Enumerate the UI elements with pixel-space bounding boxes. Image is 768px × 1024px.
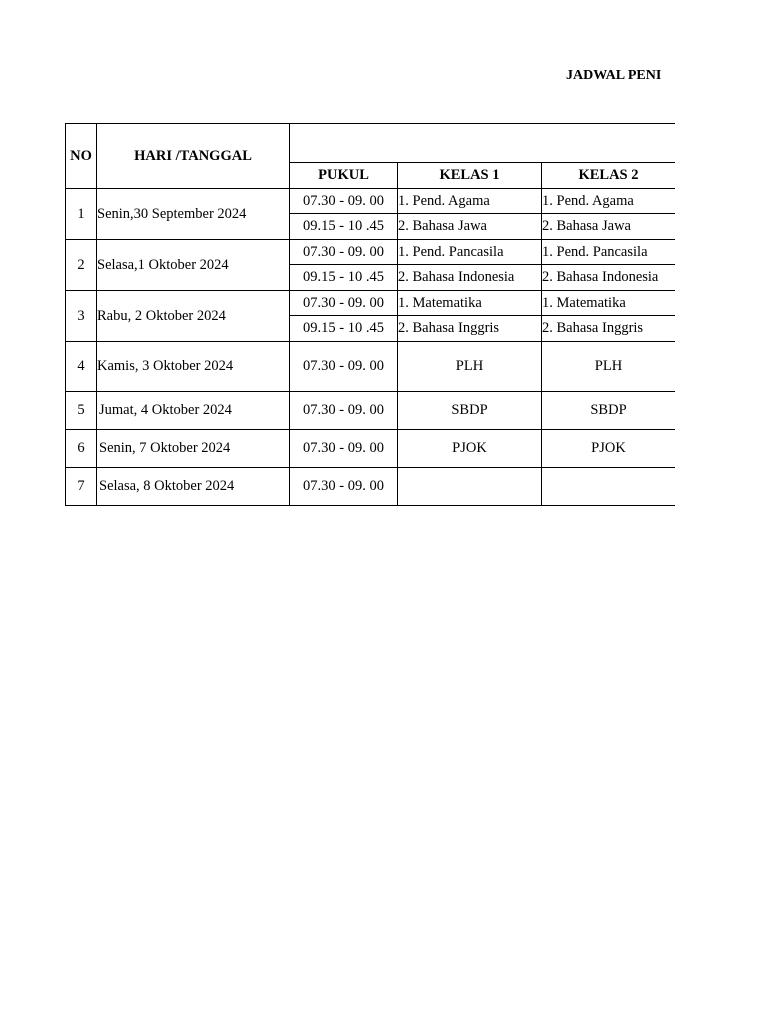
- row-class-1-subject: 1. Pend. Pancasila: [398, 240, 542, 265]
- schedule-table-viewport: [65, 123, 675, 523]
- row-time: 07.30 - 09. 00: [290, 392, 398, 430]
- page-title: JADWAL PENI: [566, 68, 662, 83]
- row-class-2-subject: 1. Pend. Pancasila: [542, 240, 676, 265]
- header-class-1: KELAS 1: [398, 163, 542, 189]
- row-class-1-subject: 2. Bahasa Inggris: [398, 316, 542, 342]
- row-number: 7: [66, 468, 97, 506]
- row-time: 07.30 - 09. 00: [290, 189, 398, 214]
- header-class-2: KELAS 2: [542, 163, 676, 189]
- row-number: 1: [66, 189, 97, 240]
- row-class-1-subject: 1. Pend. Agama: [398, 189, 542, 214]
- row-time: 07.30 - 09. 00: [290, 342, 398, 392]
- row-number: 5: [66, 392, 97, 430]
- table-row: [66, 468, 676, 506]
- row-class-2-subject: SBDP: [542, 392, 676, 430]
- row-time: 07.30 - 09. 00: [290, 240, 398, 265]
- header-date: HARI /TANGGAL: [97, 124, 290, 189]
- row-number: 6: [66, 430, 97, 468]
- row-number: 4: [66, 342, 97, 392]
- header-group: [290, 124, 676, 163]
- row-number: 2: [66, 240, 97, 291]
- row-time: 07.30 - 09. 00: [290, 430, 398, 468]
- row-class-1-subject: 2. Bahasa Jawa: [398, 214, 542, 240]
- row-class-2-subject: 2. Bahasa Inggris: [542, 316, 676, 342]
- row-class-1-subject: [398, 468, 542, 506]
- table-row: [66, 240, 676, 265]
- row-date: Jumat, 4 Oktober 2024: [97, 392, 290, 430]
- row-number: 3: [66, 291, 97, 342]
- row-time: 09.15 - 10 .45: [290, 265, 398, 291]
- row-date: Selasa, 8 Oktober 2024: [97, 468, 290, 506]
- row-class-2-subject: 1. Pend. Agama: [542, 189, 676, 214]
- table-row: [66, 342, 676, 392]
- row-class-1-subject: PJOK: [398, 430, 542, 468]
- table-row: [66, 291, 676, 316]
- table-row: [66, 189, 676, 214]
- row-date: Kamis, 3 Oktober 2024: [97, 342, 290, 392]
- row-class-1-subject: PLH: [398, 342, 542, 392]
- row-time: 07.30 - 09. 00: [290, 291, 398, 316]
- header-no: NO: [66, 124, 97, 189]
- row-class-1-subject: SBDP: [398, 392, 542, 430]
- row-class-1-subject: 2. Bahasa Indonesia: [398, 265, 542, 291]
- row-class-2-subject: 2. Bahasa Jawa: [542, 214, 676, 240]
- row-class-2-subject: [542, 468, 676, 506]
- row-time: 07.30 - 09. 00: [290, 468, 398, 506]
- table-row: [66, 430, 676, 468]
- row-class-2-subject: PJOK: [542, 430, 676, 468]
- row-date: Senin, 7 Oktober 2024: [97, 430, 290, 468]
- row-date: Rabu, 2 Oktober 2024: [97, 291, 290, 342]
- row-time: 09.15 - 10 .45: [290, 214, 398, 240]
- schedule-table: [65, 123, 675, 506]
- row-class-1-subject: 1. Matematika: [398, 291, 542, 316]
- table-header-row: [66, 124, 676, 163]
- table-row: [66, 392, 676, 430]
- row-class-2-subject: 1. Matematika: [542, 291, 676, 316]
- row-class-2-subject: PLH: [542, 342, 676, 392]
- row-time: 09.15 - 10 .45: [290, 316, 398, 342]
- header-time: PUKUL: [290, 163, 398, 189]
- row-date: Senin,30 September 2024: [97, 189, 290, 240]
- row-date: Selasa,1 Oktober 2024: [97, 240, 290, 291]
- row-class-2-subject: 2. Bahasa Indonesia: [542, 265, 676, 291]
